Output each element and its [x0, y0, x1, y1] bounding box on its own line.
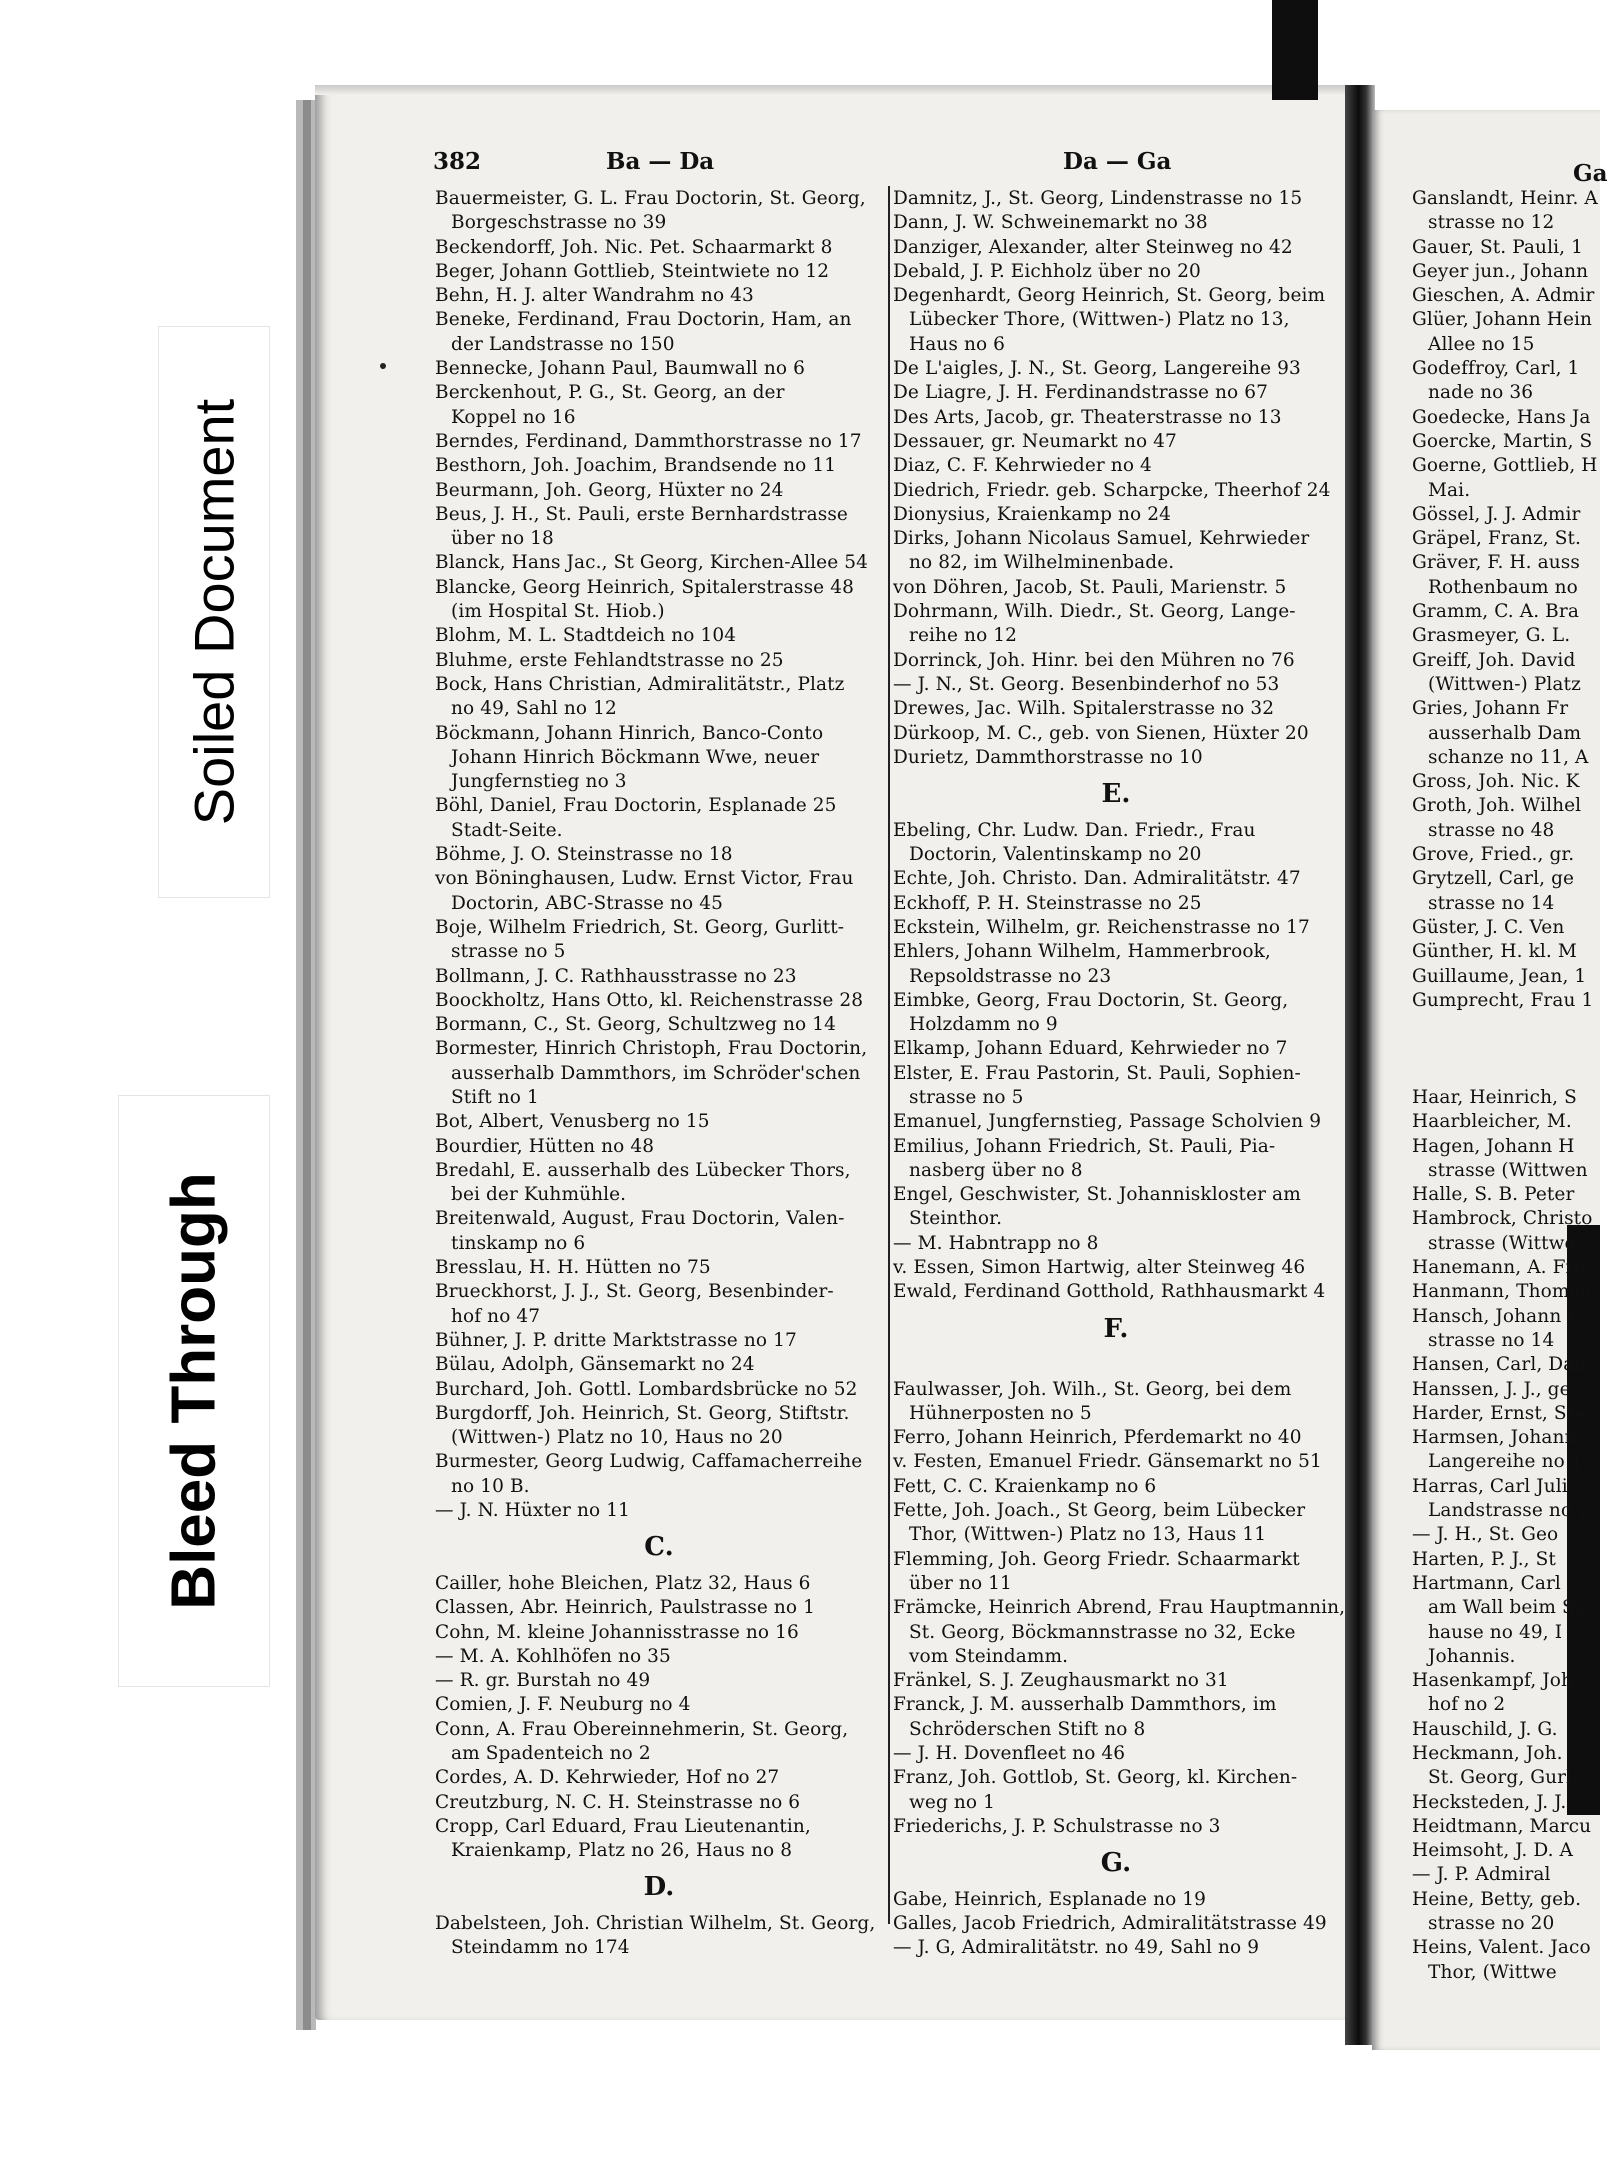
directory-entry-line: Stift no 1 [451, 1086, 539, 1108]
directory-entry-line: Greiff, Joh. David [1412, 649, 1576, 671]
directory-entry-line: Besthorn, Joh. Joachim, Brandsende no 11 [435, 455, 837, 477]
directory-entry-line: Gabe, Heinrich, Esplanade no 19 [893, 1888, 1207, 1910]
directory-entry-line: strasse no 20 [1428, 1913, 1555, 1935]
directory-entry-line: Hühnerposten no 5 [909, 1402, 1092, 1424]
directory-entry-line: Fette, Joh. Joach., St Georg, beim Lübecker [893, 1500, 1306, 1522]
directory-entry-line: ausserhalb Dam [1428, 722, 1582, 744]
blank-line [893, 1353, 1339, 1377]
directory-entry-line: Haarbleicher, M. [1412, 1111, 1572, 1133]
directory-entry-line: Creutzburg, N. C. H. Steinstrasse no 6 [435, 1791, 801, 1813]
directory-entry-line: Galles, Jacob Friedrich, Admiralitätstrasse 49 [893, 1913, 1327, 1935]
directory-entry-line: strasse no 5 [909, 1086, 1024, 1108]
directory-entry-line: Comien, J. F. Neuburg no 4 [435, 1694, 691, 1716]
directory-entry-line: Emilius, Johann Friedrich, St. Pauli, Pia- [893, 1135, 1276, 1157]
page-number: 382 [433, 148, 482, 175]
directory-entry-line: no 10 B. [451, 1475, 530, 1497]
soiled-document-label [158, 326, 270, 898]
directory-entry-line: Haar, Heinrich, S [1412, 1086, 1577, 1108]
directory-entry-line: Halle, S. B. Peter [1412, 1184, 1575, 1206]
section-letter: E. [1101, 779, 1131, 810]
directory-entry-line: Günther, H. kl. M [1412, 941, 1577, 963]
directory-entry-line: Allee no 15 [1428, 333, 1535, 355]
directory-column-left [435, 187, 883, 1961]
section-letter: F. [1103, 1313, 1129, 1344]
directory-entry-line: (im Hospital St. Hiob.) [451, 601, 665, 623]
directory-entry-line: (Wittwen-) Platz no 10, Haus no 20 [451, 1427, 783, 1449]
directory-entry-line: Bennecke, Johann Paul, Baumwall no 6 [435, 358, 806, 380]
directory-entry-line: — J. H., St. Geo [1412, 1524, 1559, 1546]
directory-entry-line: St. Georg, Böckmannstrasse no 32, Ecke [909, 1621, 1296, 1643]
directory-entry-line: Haus no 6 [909, 333, 1006, 355]
directory-entry-line: Groth, Joh. Wilhel [1412, 795, 1582, 817]
directory-entry-line: Gross, Joh. Nic. K [1412, 771, 1580, 793]
directory-entry-line: Bormester, Hinrich Christoph, Frau Doctorin, [435, 1038, 868, 1060]
directory-entry-line: Beus, J. H., St. Pauli, erste Bernhardstrasse [435, 503, 848, 525]
directory-entry-line: Degenhardt, Georg Heinrich, St. Georg, beim [893, 285, 1326, 307]
directory-entry-line: Doctorin, ABC-Strasse no 45 [451, 892, 724, 914]
directory-entry-line: Steinthor. [909, 1208, 1003, 1230]
running-head-center: Da — Ga [1063, 148, 1172, 175]
directory-entry-line: Elster, E. Frau Pastorin, St. Pauli, Sophien- [893, 1062, 1301, 1084]
directory-entry-line: Steindamm no 174 [451, 1937, 630, 1959]
directory-entry-line: bei der Kuhmühle. [451, 1184, 627, 1206]
directory-entry-line: Holzdamm no 9 [909, 1014, 1058, 1036]
directory-entry-line: Ganslandt, Heinr. A [1412, 188, 1598, 209]
directory-entry-line: Franz, Joh. Gottlob, St. Georg, kl. Kirchen- [893, 1767, 1298, 1789]
directory-entry-line: Dorrinck, Joh. Hinr. bei den Mühren no 76 [893, 649, 1295, 671]
directory-entry-line: Eckhoff, P. H. Steinstrasse no 25 [893, 892, 1202, 914]
directory-entry-line: Goedecke, Hans Ja [1412, 406, 1591, 428]
directory-entry-line: tinskamp no 6 [451, 1232, 586, 1254]
directory-entry-line: am Spadenteich no 2 [451, 1743, 651, 1764]
directory-entry-line: Gössel, J. J. Admir [1412, 503, 1581, 525]
directory-entry-line: Repsoldstrasse no 23 [909, 965, 1112, 987]
directory-entry-line: Ferro, Johann Heinrich, Pferdemarkt no 40 [893, 1427, 1302, 1449]
directory-entry-line: — J. P. Admiral [1412, 1864, 1551, 1886]
directory-entry-line: Blohm, M. L. Stadtdeich no 104 [435, 625, 737, 647]
directory-entry-line: Fränkel, S. J. Zeughausmarkt no 31 [893, 1670, 1229, 1692]
directory-entry-line: Conn, A. Frau Obereinnehmerin, St. Georg, [435, 1718, 849, 1740]
directory-entry-line: Gauer, St. Pauli, 1 [1412, 236, 1583, 258]
directory-entry-line: Heckmann, Joh. [1412, 1743, 1563, 1764]
directory-entry-line: Debald, J. P. Eichholz über no 20 [893, 260, 1201, 282]
directory-entry-line: Bredahl, E. ausserhalb des Lübecker Thors, [435, 1159, 851, 1181]
directory-entry-line: Jungfernstieg no 3 [451, 771, 627, 793]
directory-entry-line: Friederichs, J. P. Schulstrasse no 3 [893, 1815, 1221, 1837]
directory-entry-line: Hambrock, Christo [1412, 1208, 1593, 1230]
directory-entry-line: über no 18 [451, 528, 554, 550]
directory-entry-line: Danziger, Alexander, alter Steinweg no 42 [893, 236, 1293, 258]
directory-entry-line: strasse (Wittwe [1428, 1232, 1576, 1254]
directory-entry-line: Stadt-Seite. [451, 819, 563, 841]
ink-speck [380, 363, 386, 369]
directory-entry-line: Landstrasse no 2 [1428, 1500, 1590, 1522]
directory-entry-line: Gumprecht, Frau 1 [1412, 989, 1594, 1011]
directory-entry-line: Diedrich, Friedr. geb. Scharpcke, Theerhof 24 [893, 479, 1331, 501]
directory-entry-line: — J. H. Dovenfleet no 46 [893, 1743, 1126, 1764]
directory-entry-line: Kraienkamp, Platz no 26, Haus no 8 [451, 1840, 793, 1862]
directory-entry-line: strasse no 14 [1428, 892, 1555, 914]
directory-entry-line: Burchard, Joh. Gottl. Lombardsbrücke no 52 [435, 1378, 858, 1400]
directory-entry-line: Harmsen, Johann [1412, 1427, 1577, 1449]
directory-entry-line: Harten, P. J., St [1412, 1548, 1556, 1570]
directory-entry-line: Eckstein, Wilhelm, gr. Reichenstrasse no 17 [893, 916, 1310, 938]
directory-entry-line: — J. G, Admiralitätstr. no 49, Sahl no 9 [893, 1937, 1260, 1959]
directory-entry-line: Guillaume, Jean, 1 [1412, 965, 1587, 987]
directory-entry-line: Brueckhorst, J. J., St. Georg, Besenbinder- [435, 1281, 834, 1303]
directory-entry-line: — J. N. Hüxter no 11 [435, 1500, 630, 1522]
directory-entry-line: Gräver, F. H. auss [1412, 552, 1580, 574]
directory-entry-line: De Liagre, J. H. Ferdinandstrasse no 67 [893, 382, 1268, 404]
directory-entry-line: Bühner, J. P. dritte Marktstrasse no 17 [435, 1329, 797, 1351]
directory-entry-line: Heins, Valent. Jaco [1412, 1937, 1591, 1959]
directory-entry-line: Godeffroy, Carl, 1 [1412, 358, 1580, 380]
directory-entry-line: Grytzell, Carl, ge [1412, 868, 1575, 890]
directory-entry-line: Hartmann, Carl [1412, 1572, 1561, 1594]
directory-entry-line: weg no 1 [909, 1791, 996, 1813]
directory-entry-line: von Böninghausen, Ludw. Ernst Victor, Frau [435, 868, 854, 890]
directory-entry-line: Bluhme, erste Fehlandtstrasse no 25 [435, 649, 784, 671]
directory-entry-line: strasse no 5 [451, 941, 566, 963]
directory-entry-line: De L'aigles, J. N., St. Georg, Langereihe 93 [893, 358, 1301, 380]
directory-entry-line: Fett, C. C. Kraienkamp no 6 [893, 1475, 1157, 1497]
directory-entry-line: Dohrmann, Wilh. Diedr., St. Georg, Lange- [893, 601, 1296, 623]
directory-entry-line: (Wittwen-) Platz [1428, 673, 1581, 695]
directory-entry-line: hause no 49, I [1428, 1621, 1563, 1643]
directory-entry-line: Mai. [1428, 479, 1471, 501]
directory-entry-line: Bormann, C., St. Georg, Schultzweg no 14 [435, 1014, 836, 1036]
page-top-edge [315, 85, 1350, 95]
directory-entry-line: Hagen, Johann H [1412, 1135, 1575, 1157]
section-letter: C. [644, 1532, 674, 1563]
directory-entry-line: Ebeling, Chr. Ludw. Dan. Friedr., Frau [893, 819, 1256, 841]
directory-entry-line: St. Georg, Gurl [1428, 1767, 1573, 1789]
directory-entry-line: Breitenwald, August, Frau Doctorin, Valen- [435, 1208, 845, 1230]
directory-entry-line: Dabelsteen, Joh. Christian Wilhelm, St. Georg, [435, 1913, 876, 1935]
directory-entry-line: Böhme, J. O. Steinstrasse no 18 [435, 844, 733, 866]
directory-entry-line: Bourdier, Hütten no 48 [435, 1135, 655, 1157]
directory-entry-line: Hansen, Carl, Dan [1412, 1354, 1587, 1376]
directory-entry-line: Lübecker Thore, (Wittwen-) Platz no 13, [909, 309, 1290, 331]
directory-entry-line: Güster, J. C. Ven [1412, 916, 1565, 938]
directory-entry-line: Beckendorff, Joh. Nic. Pet. Schaarmarkt 8 [435, 236, 833, 258]
page-stack-edge-2 [303, 100, 311, 2030]
directory-entry-line: Behn, H. J. alter Wandrahm no 43 [435, 285, 754, 307]
directory-entry-line: Borgeschstrasse no 39 [451, 212, 667, 234]
directory-entry-line: Dann, J. W. Schweinemarkt no 38 [893, 212, 1208, 234]
directory-entry-line: Ewald, Ferdinand Gotthold, Rathhausmarkt 4 [893, 1281, 1326, 1303]
directory-entry-line: strasse (Wittwen [1428, 1159, 1588, 1181]
directory-entry-line: Boje, Wilhelm Friedrich, St. Georg, Gurlitt- [435, 916, 845, 938]
directory-entry-line: Bülau, Adolph, Gänsemarkt no 24 [435, 1354, 755, 1376]
running-head-left: Ba — Da [606, 148, 715, 175]
directory-entry-line: Johann Hinrich Böckmann Wwe, neuer [451, 746, 820, 768]
directory-entry-line: Cohn, M. kleine Johannisstrasse no 16 [435, 1621, 799, 1643]
directory-entry-line: Drewes, Jac. Wilh. Spitalerstrasse no 32 [893, 698, 1275, 720]
directory-entry-line: Goerne, Gottlieb, H [1412, 455, 1598, 477]
directory-entry-line: Hanmann, Thomas [1412, 1281, 1591, 1303]
scan-border-top [1272, 0, 1318, 100]
directory-entry-line: von Döhren, Jacob, St. Pauli, Marienstr. 5 [893, 576, 1287, 598]
directory-entry-line: Faulwasser, Joh. Wilh., St. Georg, bei dem [893, 1378, 1292, 1400]
directory-entry-line: über no 11 [909, 1572, 1012, 1594]
blank-line [1412, 1037, 1600, 1061]
directory-entry-line: nade no 36 [1428, 382, 1534, 404]
directory-entry-line: Beneke, Ferdinand, Frau Doctorin, Ham, an [435, 309, 852, 331]
directory-entry-line: Thor, (Wittwen-) Platz no 13, Haus 11 [909, 1524, 1267, 1546]
directory-entry-line: Langereihe no 1 [1428, 1451, 1583, 1473]
directory-entry-line: Ehlers, Johann Wilhelm, Hammerbrook, [893, 941, 1271, 963]
directory-entry-line: strasse no 14 [1428, 1329, 1555, 1351]
soiled-document-text: Soiled Document [182, 398, 246, 826]
directory-entry-line: Hanssen, J. J., ge [1412, 1378, 1571, 1400]
directory-entry-line: Bock, Hans Christian, Admiralitätstr., Platz [435, 673, 845, 695]
directory-entry-line: Harras, Carl Juli [1412, 1475, 1568, 1497]
directory-entry-line: Boockholtz, Hans Otto, kl. Reichenstrasse 28 [435, 989, 864, 1011]
directory-entry-line: Schröderschen Stift no 8 [909, 1718, 1146, 1740]
book-spine [1345, 85, 1375, 2045]
directory-entry-line: v. Essen, Simon Hartwig, alter Steinweg 46 [893, 1257, 1306, 1279]
directory-entry-line: Gieschen, A. Admir [1412, 285, 1595, 307]
directory-entry-line: Goercke, Martin, S [1412, 430, 1593, 452]
directory-entry-line: Grove, Fried., gr. [1412, 844, 1575, 866]
directory-entry-line: ausserhalb Dammthors, im Schröder'schen [451, 1062, 861, 1084]
directory-entry-line: Des Arts, Jacob, gr. Theaterstrasse no 13 [893, 406, 1282, 428]
directory-entry-line: Hanemann, A. Fra [1412, 1257, 1586, 1279]
directory-entry-line: Cordes, A. D. Kehrwieder, Hof no 27 [435, 1767, 780, 1789]
directory-entry-line: Hecksteden, J. J. [1412, 1791, 1567, 1813]
section-letter: G. [1100, 1848, 1132, 1879]
directory-entry-line: Eimbke, Georg, Frau Doctorin, St. Georg, [893, 989, 1289, 1011]
directory-entry-line: am Wall beim Sc [1428, 1597, 1586, 1619]
directory-entry-line: Grasmeyer, G. L. [1412, 625, 1571, 647]
directory-entry-line: Bollmann, J. C. Rathhausstrasse no 23 [435, 965, 797, 987]
directory-entry-line: Elkamp, Johann Eduard, Kehrwieder no 7 [893, 1038, 1288, 1060]
directory-entry-line: Cailler, hohe Bleichen, Platz 32, Haus 6 [435, 1572, 811, 1594]
directory-entry-line: Främcke, Heinrich Abrend, Frau Hauptmannin, [893, 1597, 1346, 1619]
directory-entry-line: Bot, Albert, Venusberg no 15 [435, 1111, 710, 1133]
directory-entry-line: Beger, Johann Gottlieb, Steintwiete no 12 [435, 260, 830, 282]
directory-entry-line: Dessauer, gr. Neumarkt no 47 [893, 430, 1177, 452]
directory-entry-line: schanze no 11, A [1428, 746, 1589, 768]
directory-entry-line: Heine, Betty, geb. [1412, 1888, 1582, 1910]
directory-entry-line: Hasenkampf, Joh. [1412, 1670, 1580, 1692]
directory-entry-line: Dirks, Johann Nicolaus Samuel, Kehrwieder [893, 528, 1310, 550]
directory-entry-line: Berndes, Ferdinand, Dammthorstrasse no 17 [435, 430, 862, 452]
directory-entry-line: — M. A. Kohlhöfen no 35 [435, 1645, 671, 1667]
directory-entry-line: Diaz, C. F. Kehrwieder no 4 [893, 455, 1152, 477]
directory-entry-line: strasse no 12 [1428, 212, 1555, 234]
directory-entry-line: — M. Habntrapp no 8 [893, 1232, 1099, 1254]
directory-entry-line: der Landstrasse no 150 [451, 333, 675, 355]
directory-entry-line: Blanck, Hans Jac., St Georg, Kirchen-Allee 54 [435, 552, 868, 574]
directory-entry-line: Gries, Johann Fr [1412, 698, 1569, 720]
directory-entry-line: — R. gr. Burstah no 49 [435, 1670, 651, 1692]
directory-entry-line: Classen, Abr. Heinrich, Paulstrasse no 1 [435, 1597, 815, 1619]
directory-entry-line: Blancke, Georg Heinrich, Spitalerstrasse 48 [435, 576, 854, 598]
directory-entry-line: Cropp, Carl Eduard, Frau Lieutenantin, [435, 1815, 811, 1837]
directory-entry-line: Beurmann, Joh. Georg, Hüxter no 24 [435, 479, 784, 501]
directory-entry-line: Dionysius, Kraienkamp no 24 [893, 503, 1171, 525]
directory-entry-line: Bauermeister, G. L. Frau Doctorin, St. Georg, [435, 188, 866, 209]
directory-entry-line: no 82, im Wilhelminenbade. [909, 552, 1175, 574]
directory-entry-line: Engel, Geschwister, St. Johanniskloster am [893, 1184, 1301, 1206]
directory-column-middle [893, 187, 1346, 1961]
directory-entry-line: Franck, J. M. ausserhalb Dammthors, im [893, 1694, 1277, 1716]
directory-entry-line: Dürkoop, M. C., geb. von Sienen, Hüxter 20 [893, 722, 1309, 744]
bleed-through-text: Bleed Through [159, 1172, 229, 1610]
directory-entry-line: Heimsoht, J. D. A [1412, 1840, 1574, 1862]
directory-entry-line: nasberg über no 8 [909, 1159, 1083, 1181]
running-head-right: Ga [1573, 160, 1608, 187]
directory-entry-line: Glüer, Johann Hein [1412, 309, 1593, 331]
directory-entry-line: Doctorin, Valentinskamp no 20 [909, 844, 1202, 866]
blank-line [1412, 1062, 1600, 1086]
column-divider [888, 186, 890, 1924]
directory-entry-line: hof no 47 [451, 1305, 541, 1327]
directory-entry-line: reihe no 12 [909, 625, 1018, 647]
directory-entry-line: vom Steindamm. [909, 1645, 1069, 1667]
directory-entry-line: no 49, Sahl no 12 [451, 698, 617, 720]
directory-column-right [1412, 187, 1600, 1985]
directory-entry-line: Hansch, Johann C [1412, 1305, 1582, 1327]
directory-entry-line: Gramm, C. A. Bra [1412, 601, 1579, 623]
blank-line [1412, 1013, 1600, 1037]
directory-entry-line: strasse no 48 [1428, 819, 1555, 841]
directory-entry-line: Burgdorff, Joh. Heinrich, St. Georg, Stiftstr. [435, 1402, 850, 1424]
directory-entry-line: Damnitz, J., St. Georg, Lindenstrasse no 15 [893, 188, 1303, 209]
directory-entry-line: Böckmann, Johann Hinrich, Banco-Conto [435, 722, 824, 744]
directory-entry-line: Gräpel, Franz, St. [1412, 528, 1582, 550]
directory-entry-line: Thor, (Wittwe [1428, 1961, 1557, 1983]
directory-entry-line: Harder, Ernst, Ste [1412, 1402, 1586, 1424]
directory-entry-line: Hauschild, J. G. [1412, 1718, 1558, 1740]
directory-entry-line: Böhl, Daniel, Frau Doctorin, Esplanade 25 [435, 795, 837, 817]
directory-entry-line: Echte, Joh. Christo. Dan. Admiralitätstr. 47 [893, 868, 1301, 890]
directory-entry-line: Koppel no 16 [451, 406, 576, 428]
directory-entry-line: Bresslau, H. H. Hütten no 75 [435, 1257, 711, 1279]
directory-entry-line: Heidtmann, Marcu [1412, 1815, 1592, 1837]
bleed-through-label [118, 1095, 270, 1687]
directory-entry-line: Geyer jun., Johann [1412, 260, 1589, 282]
directory-entry-line: hof no 2 [1428, 1694, 1506, 1716]
directory-entry-line: Emanuel, Jungfernstieg, Passage Scholvien 9 [893, 1111, 1322, 1133]
directory-entry-line: Johannis. [1428, 1645, 1516, 1667]
directory-entry-line: Durietz, Dammthorstrasse no 10 [893, 746, 1203, 768]
directory-entry-line: — J. N., St. Georg. Besenbinderhof no 53 [893, 673, 1280, 695]
section-letter: D. [643, 1872, 675, 1903]
directory-entry-line: Flemming, Joh. Georg Friedr. Schaarmarkt [893, 1548, 1300, 1570]
directory-entry-line: Berckenhout, P. G., St. Georg, an der [435, 382, 785, 404]
directory-entry-line: Rothenbaum no [1428, 576, 1578, 598]
directory-entry-line: Burmester, Georg Ludwig, Caffamacherreihe [435, 1451, 863, 1473]
directory-entry-line: v. Festen, Emanuel Friedr. Gänsemarkt no 51 [893, 1451, 1322, 1473]
